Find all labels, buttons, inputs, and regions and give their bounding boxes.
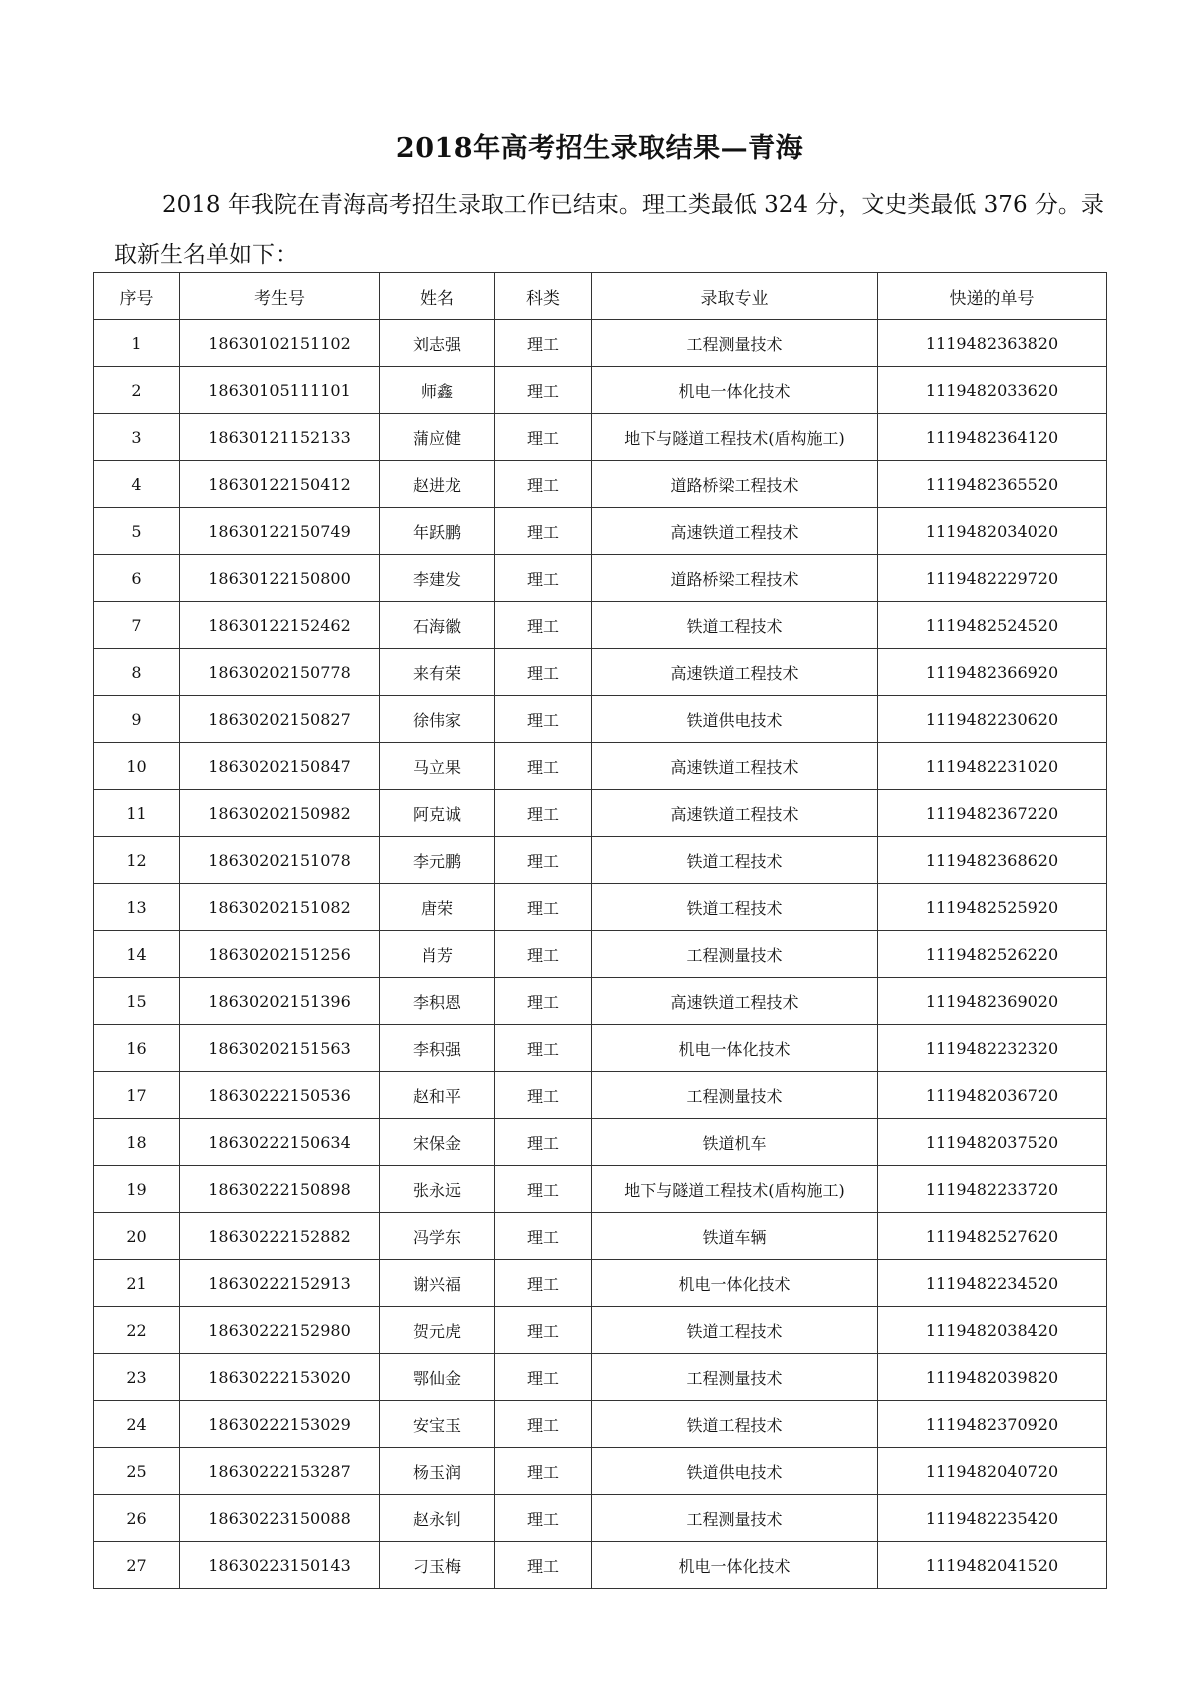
cell-major: 铁道工程技术 [592,1401,878,1448]
cell-category: 理工 [495,743,592,790]
table-row [94,1166,1107,1213]
cell-index: 10 [94,743,180,790]
cell-tracking-number: 1119482366920 [878,649,1107,696]
cell-index: 14 [94,931,180,978]
cell-major: 道路桥梁工程技术 [592,461,878,508]
cell-exam-number: 18630102151102 [180,320,380,367]
cell-name: 石海徽 [380,602,495,649]
admission-table [93,272,1107,1589]
cell-exam-number: 18630105111101 [180,367,380,414]
table-row [94,1119,1107,1166]
cell-exam-number: 18630202150827 [180,696,380,743]
table-row [94,1401,1107,1448]
cell-tracking-number: 1119482041520 [878,1542,1107,1589]
cell-tracking-number: 1119482524520 [878,602,1107,649]
cell-major: 铁道车辆 [592,1213,878,1260]
table-row [94,837,1107,884]
cell-tracking-number: 1119482040720 [878,1448,1107,1495]
table-row [94,696,1107,743]
header-name: 姓名 [380,273,495,320]
cell-index: 7 [94,602,180,649]
cell-name: 谢兴福 [380,1260,495,1307]
cell-major: 高速铁道工程技术 [592,743,878,790]
cell-index: 13 [94,884,180,931]
header-exam-number: 考生号 [180,273,380,320]
cell-exam-number: 18630222150536 [180,1072,380,1119]
table-row [94,602,1107,649]
cell-index: 17 [94,1072,180,1119]
cell-tracking-number: 1119482033620 [878,367,1107,414]
cell-major: 铁道工程技术 [592,837,878,884]
cell-category: 理工 [495,414,592,461]
cell-category: 理工 [495,1213,592,1260]
cell-name: 李建发 [380,555,495,602]
cell-category: 理工 [495,461,592,508]
cell-major: 铁道机车 [592,1119,878,1166]
table-row [94,1213,1107,1260]
cell-name: 鄂仙金 [380,1354,495,1401]
cell-exam-number: 18630202151078 [180,837,380,884]
cell-index: 24 [94,1401,180,1448]
cell-index: 23 [94,1354,180,1401]
cell-name: 赵永钊 [380,1495,495,1542]
cell-category: 理工 [495,790,592,837]
cell-index: 9 [94,696,180,743]
table-row [94,1542,1107,1589]
cell-name: 来有荣 [380,649,495,696]
cell-name: 蒲应健 [380,414,495,461]
cell-index: 18 [94,1119,180,1166]
cell-name: 贺元虎 [380,1307,495,1354]
cell-tracking-number: 1119482034020 [878,508,1107,555]
cell-exam-number: 18630122150800 [180,555,380,602]
cell-tracking-number: 1119482365520 [878,461,1107,508]
cell-major: 铁道工程技术 [592,602,878,649]
cell-tracking-number: 1119482232320 [878,1025,1107,1072]
cell-category: 理工 [495,1119,592,1166]
cell-major: 工程测量技术 [592,931,878,978]
cell-tracking-number: 1119482234520 [878,1260,1107,1307]
cell-exam-number: 18630222153287 [180,1448,380,1495]
cell-major: 工程测量技术 [592,1495,878,1542]
cell-name: 张永远 [380,1166,495,1213]
table-body [94,320,1107,1589]
cell-exam-number: 18630122152462 [180,602,380,649]
cell-exam-number: 18630202151256 [180,931,380,978]
cell-exam-number: 18630222153029 [180,1401,380,1448]
cell-category: 理工 [495,837,592,884]
cell-major: 工程测量技术 [592,1072,878,1119]
cell-name: 安宝玉 [380,1401,495,1448]
cell-index: 11 [94,790,180,837]
cell-name: 阿克诚 [380,790,495,837]
cell-category: 理工 [495,978,592,1025]
cell-index: 1 [94,320,180,367]
cell-name: 杨玉润 [380,1448,495,1495]
cell-name: 刘志强 [380,320,495,367]
cell-index: 19 [94,1166,180,1213]
cell-major: 铁道供电技术 [592,1448,878,1495]
table-row [94,367,1107,414]
cell-major: 铁道工程技术 [592,1307,878,1354]
table-row [94,1354,1107,1401]
cell-exam-number: 18630223150143 [180,1542,380,1589]
cell-major: 高速铁道工程技术 [592,978,878,1025]
table-row [94,884,1107,931]
cell-tracking-number: 1119482368620 [878,837,1107,884]
cell-index: 16 [94,1025,180,1072]
cell-name: 肖芳 [380,931,495,978]
cell-exam-number: 18630122150412 [180,461,380,508]
cell-category: 理工 [495,1448,592,1495]
cell-major: 机电一体化技术 [592,1260,878,1307]
cell-tracking-number: 1119482364120 [878,414,1107,461]
table-row [94,790,1107,837]
cell-major: 工程测量技术 [592,320,878,367]
cell-category: 理工 [495,884,592,931]
cell-name: 李积强 [380,1025,495,1072]
cell-category: 理工 [495,1354,592,1401]
admission-table-container [93,272,1106,1589]
table-row [94,1307,1107,1354]
cell-category: 理工 [495,1401,592,1448]
cell-name: 宋保金 [380,1119,495,1166]
cell-exam-number: 18630121152133 [180,414,380,461]
cell-exam-number: 18630222152980 [180,1307,380,1354]
cell-category: 理工 [495,1025,592,1072]
cell-name: 唐荣 [380,884,495,931]
cell-index: 12 [94,837,180,884]
cell-category: 理工 [495,696,592,743]
cell-category: 理工 [495,508,592,555]
cell-tracking-number: 1119482525920 [878,884,1107,931]
table-row [94,743,1107,790]
cell-major: 机电一体化技术 [592,1542,878,1589]
cell-exam-number: 18630202150778 [180,649,380,696]
cell-tracking-number: 1119482036720 [878,1072,1107,1119]
cell-category: 理工 [495,1166,592,1213]
cell-tracking-number: 1119482367220 [878,790,1107,837]
cell-tracking-number: 1119482233720 [878,1166,1107,1213]
cell-exam-number: 18630202151082 [180,884,380,931]
header-category: 科类 [495,273,592,320]
cell-major: 高速铁道工程技术 [592,508,878,555]
intro-paragraph: 2018 年我院在青海高考招生录取工作已结束。理工类最低 324 分，文史类最低 376 分。录取新生名单如下： [114,192,1104,268]
cell-category: 理工 [495,1072,592,1119]
cell-category: 理工 [495,931,592,978]
header-row [94,273,1107,320]
table-row [94,1448,1107,1495]
header-tracking-number: 快递的单号 [878,273,1107,320]
cell-tracking-number: 1119482526220 [878,931,1107,978]
table-row [94,461,1107,508]
cell-major: 道路桥梁工程技术 [592,555,878,602]
cell-category: 理工 [495,1542,592,1589]
table-row [94,1025,1107,1072]
cell-index: 26 [94,1495,180,1542]
cell-name: 刁玉梅 [380,1542,495,1589]
cell-index: 20 [94,1213,180,1260]
cell-index: 6 [94,555,180,602]
table-row [94,1495,1107,1542]
cell-index: 2 [94,367,180,414]
cell-exam-number: 18630223150088 [180,1495,380,1542]
table-row [94,649,1107,696]
header-index: 序号 [94,273,180,320]
table-row [94,508,1107,555]
cell-tracking-number: 1119482369020 [878,978,1107,1025]
cell-exam-number: 18630222150634 [180,1119,380,1166]
cell-category: 理工 [495,367,592,414]
table-row [94,1260,1107,1307]
table-row [94,1072,1107,1119]
cell-index: 8 [94,649,180,696]
cell-exam-number: 18630222152882 [180,1213,380,1260]
cell-category: 理工 [495,555,592,602]
cell-index: 21 [94,1260,180,1307]
table-row [94,931,1107,978]
cell-index: 22 [94,1307,180,1354]
cell-name: 年跃鹏 [380,508,495,555]
cell-name: 李元鹏 [380,837,495,884]
cell-tracking-number: 1119482363820 [878,320,1107,367]
cell-exam-number: 18630222152913 [180,1260,380,1307]
cell-major: 高速铁道工程技术 [592,649,878,696]
table-row [94,555,1107,602]
cell-tracking-number: 1119482038420 [878,1307,1107,1354]
cell-exam-number: 18630202150847 [180,743,380,790]
cell-tracking-number: 1119482370920 [878,1401,1107,1448]
header-major: 录取专业 [592,273,878,320]
cell-major: 地下与隧道工程技术(盾构施工) [592,1166,878,1213]
cell-tracking-number: 1119482235420 [878,1495,1107,1542]
cell-major: 高速铁道工程技术 [592,790,878,837]
document-title: 2018年高考招生录取结果—青海 [395,133,804,164]
cell-name: 徐伟家 [380,696,495,743]
cell-index: 27 [94,1542,180,1589]
cell-exam-number: 18630222153020 [180,1354,380,1401]
cell-index: 4 [94,461,180,508]
cell-index: 3 [94,414,180,461]
cell-index: 5 [94,508,180,555]
cell-tracking-number: 1119482230620 [878,696,1107,743]
table-row [94,978,1107,1025]
cell-major: 铁道工程技术 [592,884,878,931]
cell-major: 机电一体化技术 [592,367,878,414]
cell-category: 理工 [495,649,592,696]
cell-category: 理工 [495,602,592,649]
cell-name: 李积恩 [380,978,495,1025]
cell-tracking-number: 1119482229720 [878,555,1107,602]
cell-category: 理工 [495,1260,592,1307]
cell-exam-number: 18630222150898 [180,1166,380,1213]
cell-name: 马立果 [380,743,495,790]
cell-major: 工程测量技术 [592,1354,878,1401]
cell-index: 25 [94,1448,180,1495]
table-row [94,320,1107,367]
table-header [94,273,1107,320]
cell-index: 15 [94,978,180,1025]
cell-tracking-number: 1119482231020 [878,743,1107,790]
cell-exam-number: 18630202150982 [180,790,380,837]
cell-exam-number: 18630202151396 [180,978,380,1025]
cell-exam-number: 18630122150749 [180,508,380,555]
cell-name: 师鑫 [380,367,495,414]
cell-major: 机电一体化技术 [592,1025,878,1072]
cell-major: 铁道供电技术 [592,696,878,743]
cell-name: 赵进龙 [380,461,495,508]
cell-exam-number: 18630202151563 [180,1025,380,1072]
cell-tracking-number: 1119482527620 [878,1213,1107,1260]
cell-category: 理工 [495,1495,592,1542]
cell-major: 地下与隧道工程技术(盾构施工) [592,414,878,461]
cell-name: 冯学东 [380,1213,495,1260]
table-row [94,414,1107,461]
cell-category: 理工 [495,1307,592,1354]
cell-tracking-number: 1119482039820 [878,1354,1107,1401]
cell-name: 赵和平 [380,1072,495,1119]
cell-tracking-number: 1119482037520 [878,1119,1107,1166]
cell-category: 理工 [495,320,592,367]
